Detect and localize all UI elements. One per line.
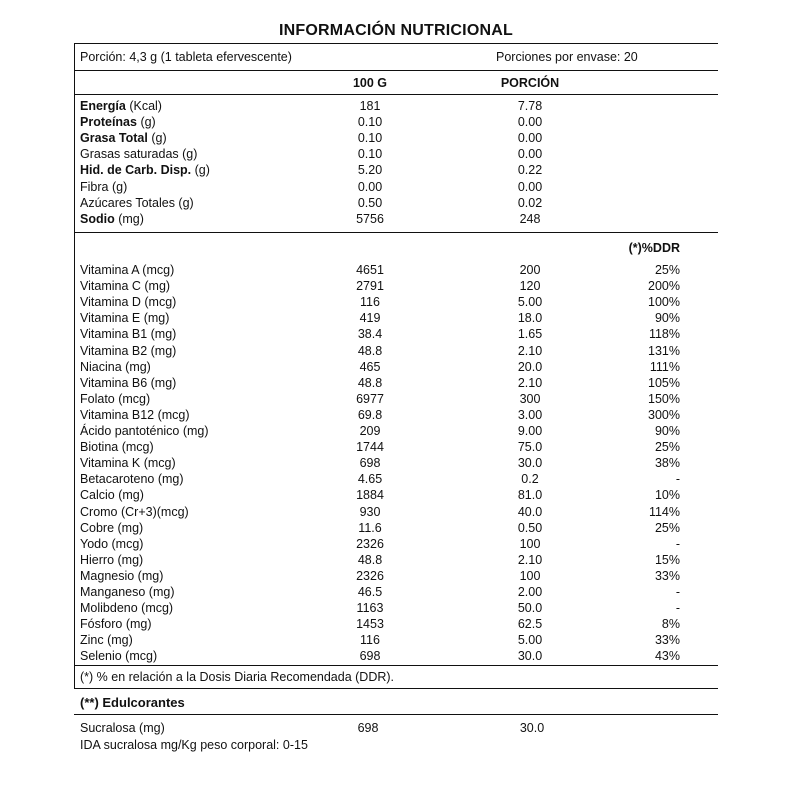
nutrient-name: Biotina (mcg)	[80, 440, 154, 455]
value-per100: 5756	[356, 211, 384, 226]
macro-row	[0, 98, 792, 114]
nutrient-name-unit: (g)	[136, 115, 156, 130]
nutrient-name: Zinc (mg)	[80, 633, 133, 648]
footnote-rule	[74, 688, 718, 689]
value-ddr: -	[675, 472, 680, 487]
nutrient-name: Betacaroteno (mg)	[80, 472, 184, 487]
nutrient-name: Vitamina B2 (mg)	[80, 343, 177, 358]
value-portion: 200	[519, 263, 541, 277]
micro-row	[0, 648, 792, 664]
value-ddr: 200%	[648, 279, 680, 294]
value-per100: 11.6	[358, 520, 382, 535]
value-portion: 100	[519, 568, 541, 583]
value-portion: 7.78	[517, 99, 543, 113]
micro-row	[0, 359, 792, 375]
micro-row	[0, 568, 792, 584]
nutrient-name: Cobre (mg)	[80, 520, 144, 535]
col-header-100g: 100 G	[352, 76, 388, 90]
nutrient-name: Niacina (mg)	[80, 359, 151, 374]
nutrient-name-bold: Proteínas	[80, 115, 137, 130]
value-portion: 18.0	[517, 311, 543, 326]
value-ddr: 90%	[654, 424, 680, 438]
value-per100: 0.10	[357, 115, 383, 130]
macro-row	[0, 211, 792, 227]
sweetener-name: Sucralosa (mg)	[80, 721, 165, 735]
value-portion: 5.00	[517, 633, 543, 648]
nutrient-name: Selenio (mcg)	[80, 649, 158, 664]
value-per100: 4651	[356, 263, 384, 277]
nutrient-name: Molibdeno (mcg)	[80, 601, 174, 616]
serving-rule	[74, 70, 718, 71]
value-ddr: 33%	[654, 568, 680, 583]
value-portion: 0.00	[517, 179, 543, 194]
value-per100: 46.5	[357, 585, 383, 599]
macro-row	[0, 162, 792, 178]
value-portion: 0.22	[517, 163, 543, 178]
value-portion: 75.0	[517, 440, 543, 455]
value-ddr: 15%	[654, 552, 680, 567]
nutrient-name-unit: (Kcal)	[125, 99, 162, 113]
nutrient-name-bold: Energía	[80, 99, 126, 113]
value-portion: 40.0	[517, 504, 543, 519]
value-per100: 0.50	[357, 195, 383, 210]
micro-row	[0, 487, 792, 503]
value-per100: 69.8	[357, 407, 383, 422]
value-portion: 3.00	[517, 407, 543, 422]
value-portion: 248	[519, 211, 541, 226]
value-ddr: -	[675, 536, 680, 551]
value-ddr: 114%	[648, 504, 680, 519]
nutrient-name-bold: Sodio	[80, 211, 115, 226]
nutrient-name: Ácido pantoténico (mg)	[80, 424, 209, 438]
micro-row	[0, 262, 792, 278]
nutrient-name-unit: (g)	[191, 163, 210, 178]
value-portion: 2.10	[517, 552, 543, 567]
value-per100: 116	[360, 295, 380, 310]
micro-row	[0, 504, 792, 520]
nutrient-name	[80, 130, 167, 146]
value-per100: 1163	[356, 601, 384, 616]
top-rule	[74, 43, 718, 44]
servings-per-container: Porciones por envase: 20	[496, 50, 638, 64]
value-per100: 48.8	[357, 552, 383, 567]
nutrient-name	[80, 179, 127, 195]
value-portion: 100	[519, 536, 541, 551]
value-ddr: 38%	[654, 456, 680, 471]
value-portion: 30.0	[517, 456, 543, 471]
micro-row	[0, 439, 792, 455]
nutrient-name: Cromo (Cr+3)(mcg)	[80, 504, 189, 519]
value-per100: 48.8	[357, 343, 383, 358]
macro-row	[0, 179, 792, 195]
value-ddr: 111%	[649, 359, 680, 374]
value-ddr: 8%	[661, 617, 680, 632]
micro-row	[0, 536, 792, 552]
macro-row	[0, 195, 792, 211]
micro-row	[0, 294, 792, 310]
nutrient-name: Vitamina E (mg)	[80, 311, 170, 326]
value-portion: 20.0	[517, 359, 543, 374]
value-ddr: -	[675, 585, 680, 599]
nutrient-name: Vitamina A (mcg)	[80, 263, 175, 277]
value-per100: 6977	[356, 391, 384, 406]
value-per100: 0.10	[357, 131, 383, 146]
micro-row	[0, 616, 792, 632]
value-ddr: 90%	[654, 311, 680, 326]
sweetener-per100: 698	[357, 721, 379, 735]
macro-row	[0, 114, 792, 130]
nutrient-name	[80, 146, 197, 162]
value-portion: 50.0	[517, 601, 543, 616]
nutrient-name: Magnesio (mg)	[80, 568, 164, 583]
nutrient-name: Calcio (mg)	[80, 488, 144, 503]
value-per100: 0.00	[357, 179, 383, 194]
value-ddr: 25%	[654, 520, 680, 535]
header-rule	[74, 94, 718, 95]
nutrient-name: Hierro (mg)	[80, 552, 144, 567]
value-per100: 698	[359, 456, 381, 471]
value-ddr: 25%	[654, 263, 680, 277]
value-portion: 0.50	[517, 520, 543, 535]
nutrient-name	[80, 162, 210, 178]
value-per100: 116	[360, 633, 380, 648]
page-title: INFORMACIÓN NUTRICIONAL	[279, 22, 513, 39]
nutrient-name-unit: Fibra (g)	[80, 179, 128, 194]
nutrient-name	[80, 195, 194, 211]
micro-row	[0, 278, 792, 294]
value-portion: 120	[519, 279, 541, 294]
micro-row	[0, 310, 792, 326]
value-per100: 1744	[356, 440, 384, 455]
nutrient-name: Vitamina B6 (mg)	[80, 375, 177, 390]
value-ddr: 105%	[648, 375, 680, 390]
nutrient-name: Folato (mcg)	[80, 391, 151, 406]
sweetener-portion: 30.0	[519, 721, 545, 735]
micro-row	[0, 455, 792, 471]
value-per100: 698	[359, 649, 381, 664]
col-header-portion: PORCIÓN	[500, 76, 560, 90]
value-per100: 5.20	[357, 163, 383, 178]
value-per100: 2326	[356, 568, 384, 583]
value-ddr: 25%	[654, 440, 680, 455]
nutrient-name-bold: Grasa Total	[80, 131, 148, 146]
value-per100: 38.4	[357, 327, 383, 342]
nutrient-name: Vitamina B1 (mg)	[80, 327, 177, 342]
ida-note: IDA sucralosa mg/Kg peso corporal: 0-15	[80, 738, 308, 752]
value-portion: 9.00	[517, 424, 543, 438]
nutrient-name: Fósforo (mg)	[80, 617, 152, 632]
nutrient-name	[80, 114, 156, 130]
value-ddr: 300%	[648, 407, 680, 422]
value-portion: 300	[519, 391, 541, 406]
value-ddr: 150%	[648, 391, 680, 406]
nutrient-name-unit: Grasas saturadas (g)	[80, 147, 198, 162]
nutrient-name: Vitamina C (mg)	[80, 279, 171, 294]
value-per100: 465	[359, 359, 381, 374]
sweetener-row	[0, 720, 792, 736]
value-per100: 2791	[356, 279, 384, 294]
value-per100: 4.65	[357, 472, 383, 487]
value-per100: 419	[359, 311, 381, 326]
nutrient-name	[80, 98, 162, 114]
value-portion: 0.2	[521, 472, 539, 487]
value-ddr: 33%	[654, 633, 680, 648]
value-per100: 0.10	[357, 147, 383, 162]
value-per100: 2326	[356, 536, 384, 551]
nutrient-name: Vitamina D (mcg)	[80, 295, 177, 310]
nutrient-name-unit: Azúcares Totales (g)	[80, 195, 194, 210]
macro-row	[0, 130, 792, 146]
micro-row	[0, 391, 792, 407]
nutrient-name: Yodo (mcg)	[80, 536, 144, 551]
value-ddr: 43%	[654, 649, 680, 664]
value-per100: 48.8	[357, 375, 383, 390]
nutrient-name: Vitamina B12 (mcg)	[80, 407, 190, 422]
value-portion: 62.5	[517, 617, 543, 632]
col-header-ddr: (*)%DDR	[628, 241, 680, 255]
value-portion: 30.0	[517, 649, 543, 664]
micro-row	[0, 552, 792, 568]
micro-row	[0, 584, 792, 600]
value-per100: 1453	[356, 617, 384, 632]
micro-row	[0, 343, 792, 359]
value-ddr: 131%	[648, 343, 680, 358]
sweetener-rule	[74, 714, 718, 715]
micro-row	[0, 471, 792, 487]
value-per100: 181	[359, 99, 381, 113]
value-portion: 0.00	[517, 147, 543, 162]
ddr-footnote: (*) % en relación a la Dosis Diaria Recomendada (DDR).	[80, 670, 395, 684]
value-per100: 930	[359, 504, 381, 519]
micro-row	[0, 632, 792, 648]
nutrient-name-unit: (mg)	[114, 211, 144, 226]
micro-row	[0, 520, 792, 536]
value-ddr: 100%	[648, 295, 680, 310]
nutrient-name-bold: Hid. de Carb. Disp.	[80, 163, 192, 178]
sweeteners-title: (**) Edulcorantes	[80, 695, 185, 710]
value-portion: 5.00	[517, 295, 543, 310]
value-portion: 2.00	[517, 585, 543, 599]
value-ddr: 118%	[648, 327, 680, 342]
value-portion: 0.00	[517, 115, 543, 130]
nutrient-name	[80, 211, 144, 227]
value-portion: 0.02	[517, 195, 543, 210]
value-ddr: -	[675, 601, 680, 616]
micro-row	[0, 326, 792, 342]
value-portion: 2.10	[517, 375, 543, 390]
value-ddr: 10%	[654, 488, 680, 503]
macro-row	[0, 146, 792, 162]
value-portion: 0.00	[517, 131, 543, 146]
value-per100: 1884	[356, 488, 384, 503]
macro-end-rule	[74, 232, 718, 233]
nutrient-name: Vitamina K (mcg)	[80, 456, 176, 471]
value-portion: 81.0	[517, 488, 543, 503]
micro-row	[0, 375, 792, 391]
value-per100: 209	[359, 424, 381, 438]
nutrient-name: Manganeso (mg)	[80, 585, 175, 599]
nutrient-name-unit: (g)	[147, 131, 167, 146]
value-portion: 2.10	[517, 343, 543, 358]
value-portion: 1.65	[517, 327, 543, 342]
serving-size: Porción: 4,3 g (1 tableta efervescente)	[80, 50, 292, 64]
micro-row	[0, 407, 792, 423]
micro-row	[0, 423, 792, 439]
micro-end-rule	[74, 665, 718, 666]
micro-row	[0, 600, 792, 616]
